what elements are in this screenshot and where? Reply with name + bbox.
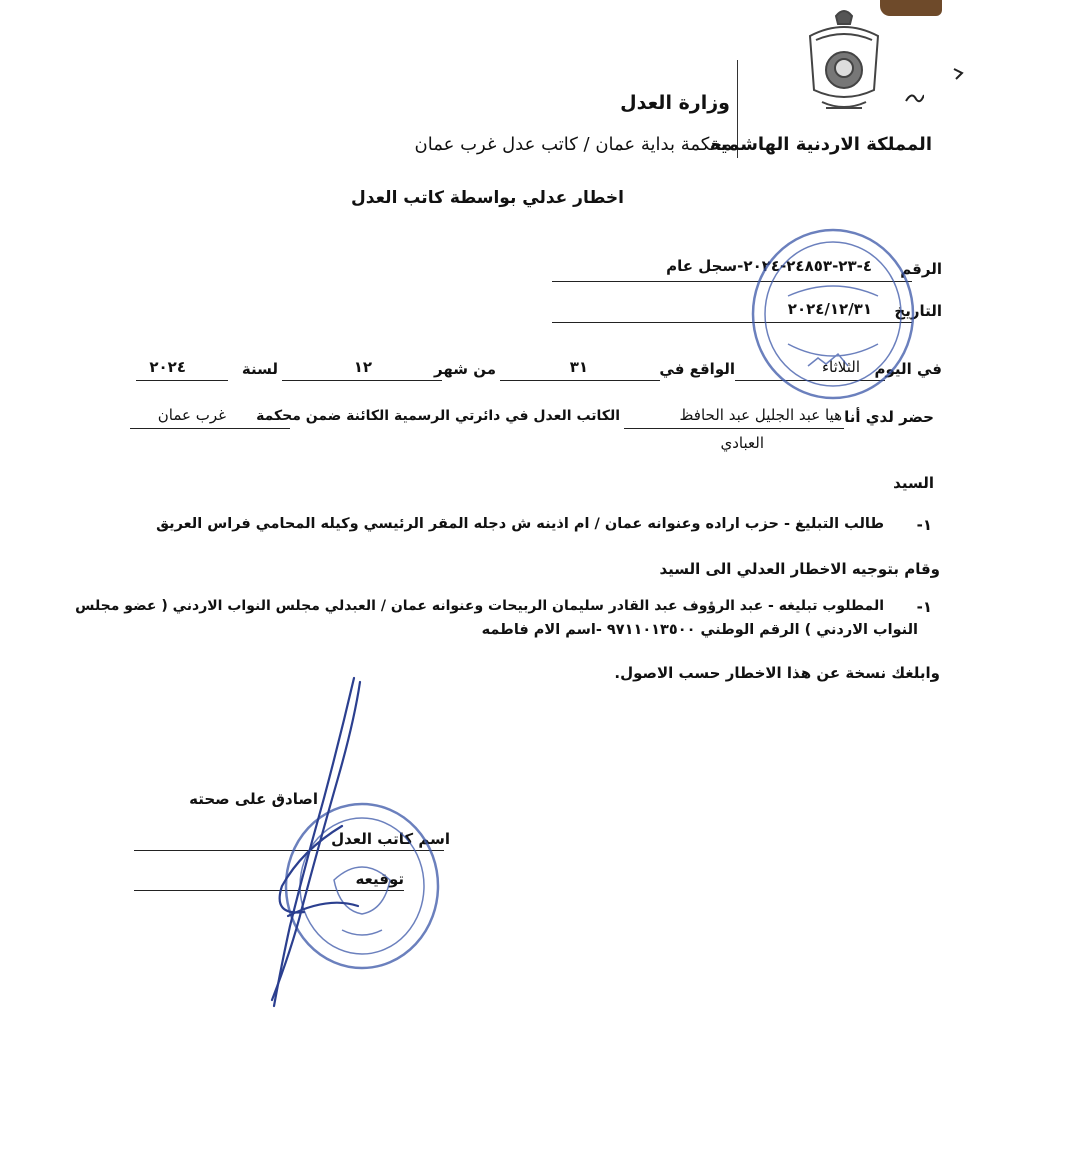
falling-label: الواقع في <box>659 360 735 378</box>
month-value: ١٢ <box>353 358 372 376</box>
royal-emblem-icon <box>796 6 892 114</box>
kingdom-name: المملكة الاردنية الهاشمية <box>709 134 932 155</box>
respondent-line1: المطلوب تبليغه - عبد الرؤوف عبد القادر سليمان الربيحات وعنوانه عمان / العبدلي مجلس النواب الاردني ( عضو مجلس <box>75 598 884 614</box>
margin-mark-icon <box>904 90 924 104</box>
year-value: ٢٠٢٤ <box>149 358 186 376</box>
certify-label: اصادق على صحته <box>189 790 318 808</box>
year-label: لسنة <box>241 360 278 378</box>
notary-name-label: اسم كاتب العدل <box>331 830 450 848</box>
margin-mark-icon <box>952 66 964 80</box>
document-title: اخطار عدلي بواسطة كاتب العدل <box>351 188 624 208</box>
respondent-line2: النواب الاردني ) الرقم الوطني ٩٧١١٠١٣٥٠٠ -اسم الام فاطمه <box>481 622 918 638</box>
court-area-line <box>130 428 290 429</box>
copy-notice: وابلغك نسخة عن هذا الاخطار حسب الاصول. <box>614 664 940 682</box>
month-line <box>282 380 442 381</box>
record-number-label: الرقم <box>900 260 942 278</box>
notary-name-cont: العبادي <box>720 434 764 452</box>
signature-label: توقيعه <box>355 870 404 888</box>
notary-name: هيا عبد الجليل عبد الحافظ <box>679 406 842 424</box>
record-number-line <box>552 281 912 282</box>
record-number-value: ٤-٢٣-٢٤٨٥٣-٢٠٢٤-سجل عام <box>666 257 872 275</box>
day-number-line <box>500 380 660 381</box>
requester-text: طالب التبليغ - حزب اراده وعنوانه عمان / ام اذينه ش دجله المقر الرئيسي وكيله المحامي فراس العريق <box>156 516 884 532</box>
day-line <box>735 380 885 381</box>
presence-middle: الكاتب العدل في دائرتي الرسمية الكائنة ضمن محكمة <box>256 408 620 424</box>
court-name: محكمة بداية عمان / كاتب عدل غرب عمان <box>414 134 732 155</box>
notary-name-line <box>624 428 844 429</box>
ministry-name: وزارة العدل <box>620 92 730 114</box>
day-number: ٣١ <box>569 358 588 376</box>
year-line <box>136 380 228 381</box>
signature-line <box>134 890 404 891</box>
respondent-number: ١- <box>916 598 932 616</box>
requester-number: ١- <box>916 516 932 534</box>
month-label: من شهر <box>434 360 496 378</box>
record-date-label: التاريخ <box>894 302 942 320</box>
direction-label: وقام بتوجيه الاخطار العدلي الى السيد <box>659 560 940 578</box>
record-date-line <box>552 322 912 323</box>
court-area: غرب عمان <box>157 406 226 424</box>
day-label: في اليوم <box>874 360 942 378</box>
record-date-value: ٢٠٢٤/١٢/٣١ <box>787 300 872 318</box>
day-value: الثلاثاء <box>821 358 860 376</box>
notary-name-sign-line <box>134 850 444 851</box>
presence-prefix: حضر لدي أنا <box>844 408 934 426</box>
sayed-label: السيد <box>893 474 934 492</box>
